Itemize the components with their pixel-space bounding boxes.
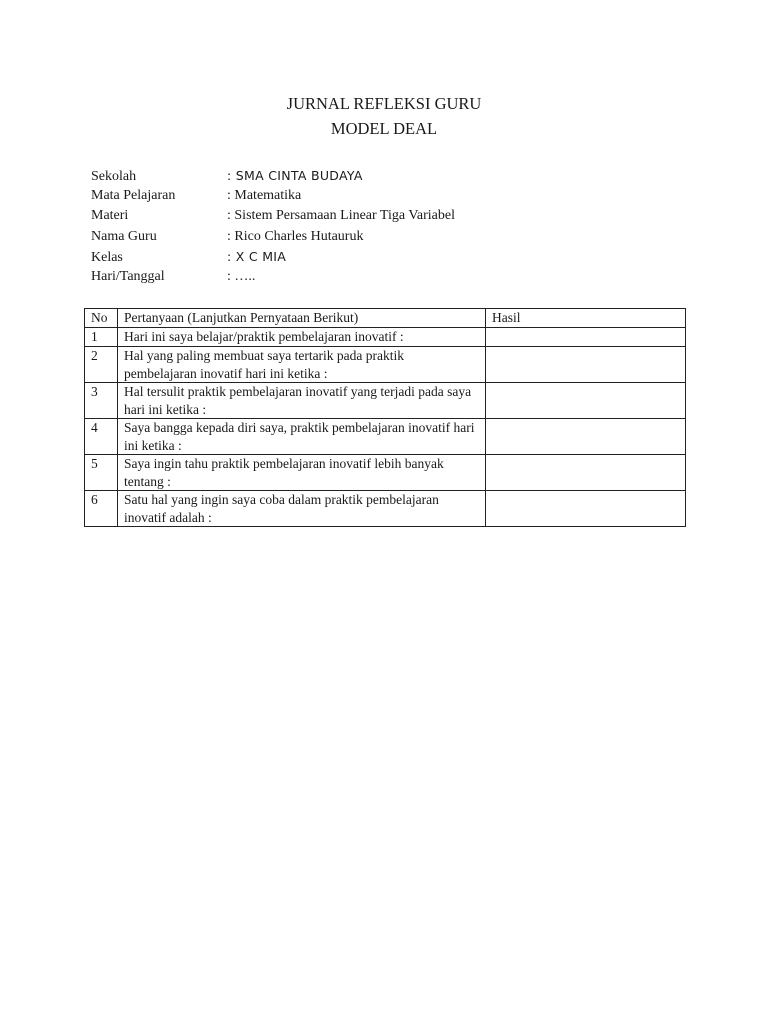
info-value: : SMA CINTA BUDAYA [227, 168, 363, 183]
table-row [85, 328, 686, 347]
row-question: Hal yang paling membuat saya tertarik pada praktik pembelajaran inovatif hari ini ketika : [118, 347, 486, 383]
row-result[interactable] [486, 419, 686, 455]
table-row [85, 491, 686, 527]
info-value: : Rico Charles Hutauruk [227, 228, 364, 244]
info-value: : Sistem Persamaan Linear Tiga Variabel [227, 208, 455, 224]
row-question: Hari ini saya belajar/praktik pembelajaran inovatif : [118, 328, 486, 347]
info-label: Mata Pelajaran [91, 188, 176, 204]
info-row-materi [91, 206, 455, 226]
row-number: 2 [85, 347, 118, 383]
info-label: Materi [91, 208, 129, 224]
row-number: 1 [85, 328, 118, 347]
row-question: Satu hal yang ingin saya coba dalam praktik pembelajaran inovatif adalah : [118, 491, 486, 527]
row-number: 3 [85, 383, 118, 419]
document-subtitle: MODEL DEAL [330, 119, 438, 138]
row-number: 4 [85, 419, 118, 455]
header-question: Pertanyaan (Lanjutkan Pernyataan Berikut) [118, 309, 486, 328]
info-row-mata-pelajaran [91, 186, 455, 206]
row-result[interactable] [486, 491, 686, 527]
table-header-row [85, 309, 686, 328]
header-no: No [85, 309, 118, 328]
table-row [85, 419, 686, 455]
info-row-hari-tanggal [91, 267, 455, 287]
row-question: Saya ingin tahu praktik pembelajaran inovatif lebih banyak tentang : [118, 455, 486, 491]
info-row-sekolah [91, 166, 455, 186]
info-label: Nama Guru [91, 228, 157, 244]
info-label: Sekolah [91, 169, 137, 184]
row-question: Saya bangga kepada diri saya, praktik pembelajaran inovatif hari ini ketika : [118, 419, 486, 455]
table-row [85, 383, 686, 419]
info-row-nama-guru [91, 227, 455, 247]
row-number: 5 [85, 455, 118, 491]
row-result[interactable] [486, 328, 686, 347]
info-label: Kelas [91, 249, 123, 265]
info-value: : Matematika [227, 188, 302, 204]
row-result[interactable] [486, 347, 686, 383]
row-result[interactable] [486, 455, 686, 491]
info-value: : X C MIA [227, 248, 287, 264]
info-label: Hari/Tanggal [91, 268, 165, 284]
reflection-table [84, 308, 686, 527]
table-row [85, 347, 686, 383]
row-number: 6 [85, 491, 118, 527]
header-result: Hasil [486, 309, 686, 328]
info-value: : ….. [227, 268, 256, 284]
info-block [91, 166, 455, 287]
row-question: Hal tersulit praktik pembelajaran inovatif yang terjadi pada saya hari ini ketika : [118, 383, 486, 419]
row-result[interactable] [486, 383, 686, 419]
table-row [85, 455, 686, 491]
info-row-kelas [91, 247, 455, 267]
document-title: JURNAL REFLEKSI GURU [286, 94, 482, 113]
